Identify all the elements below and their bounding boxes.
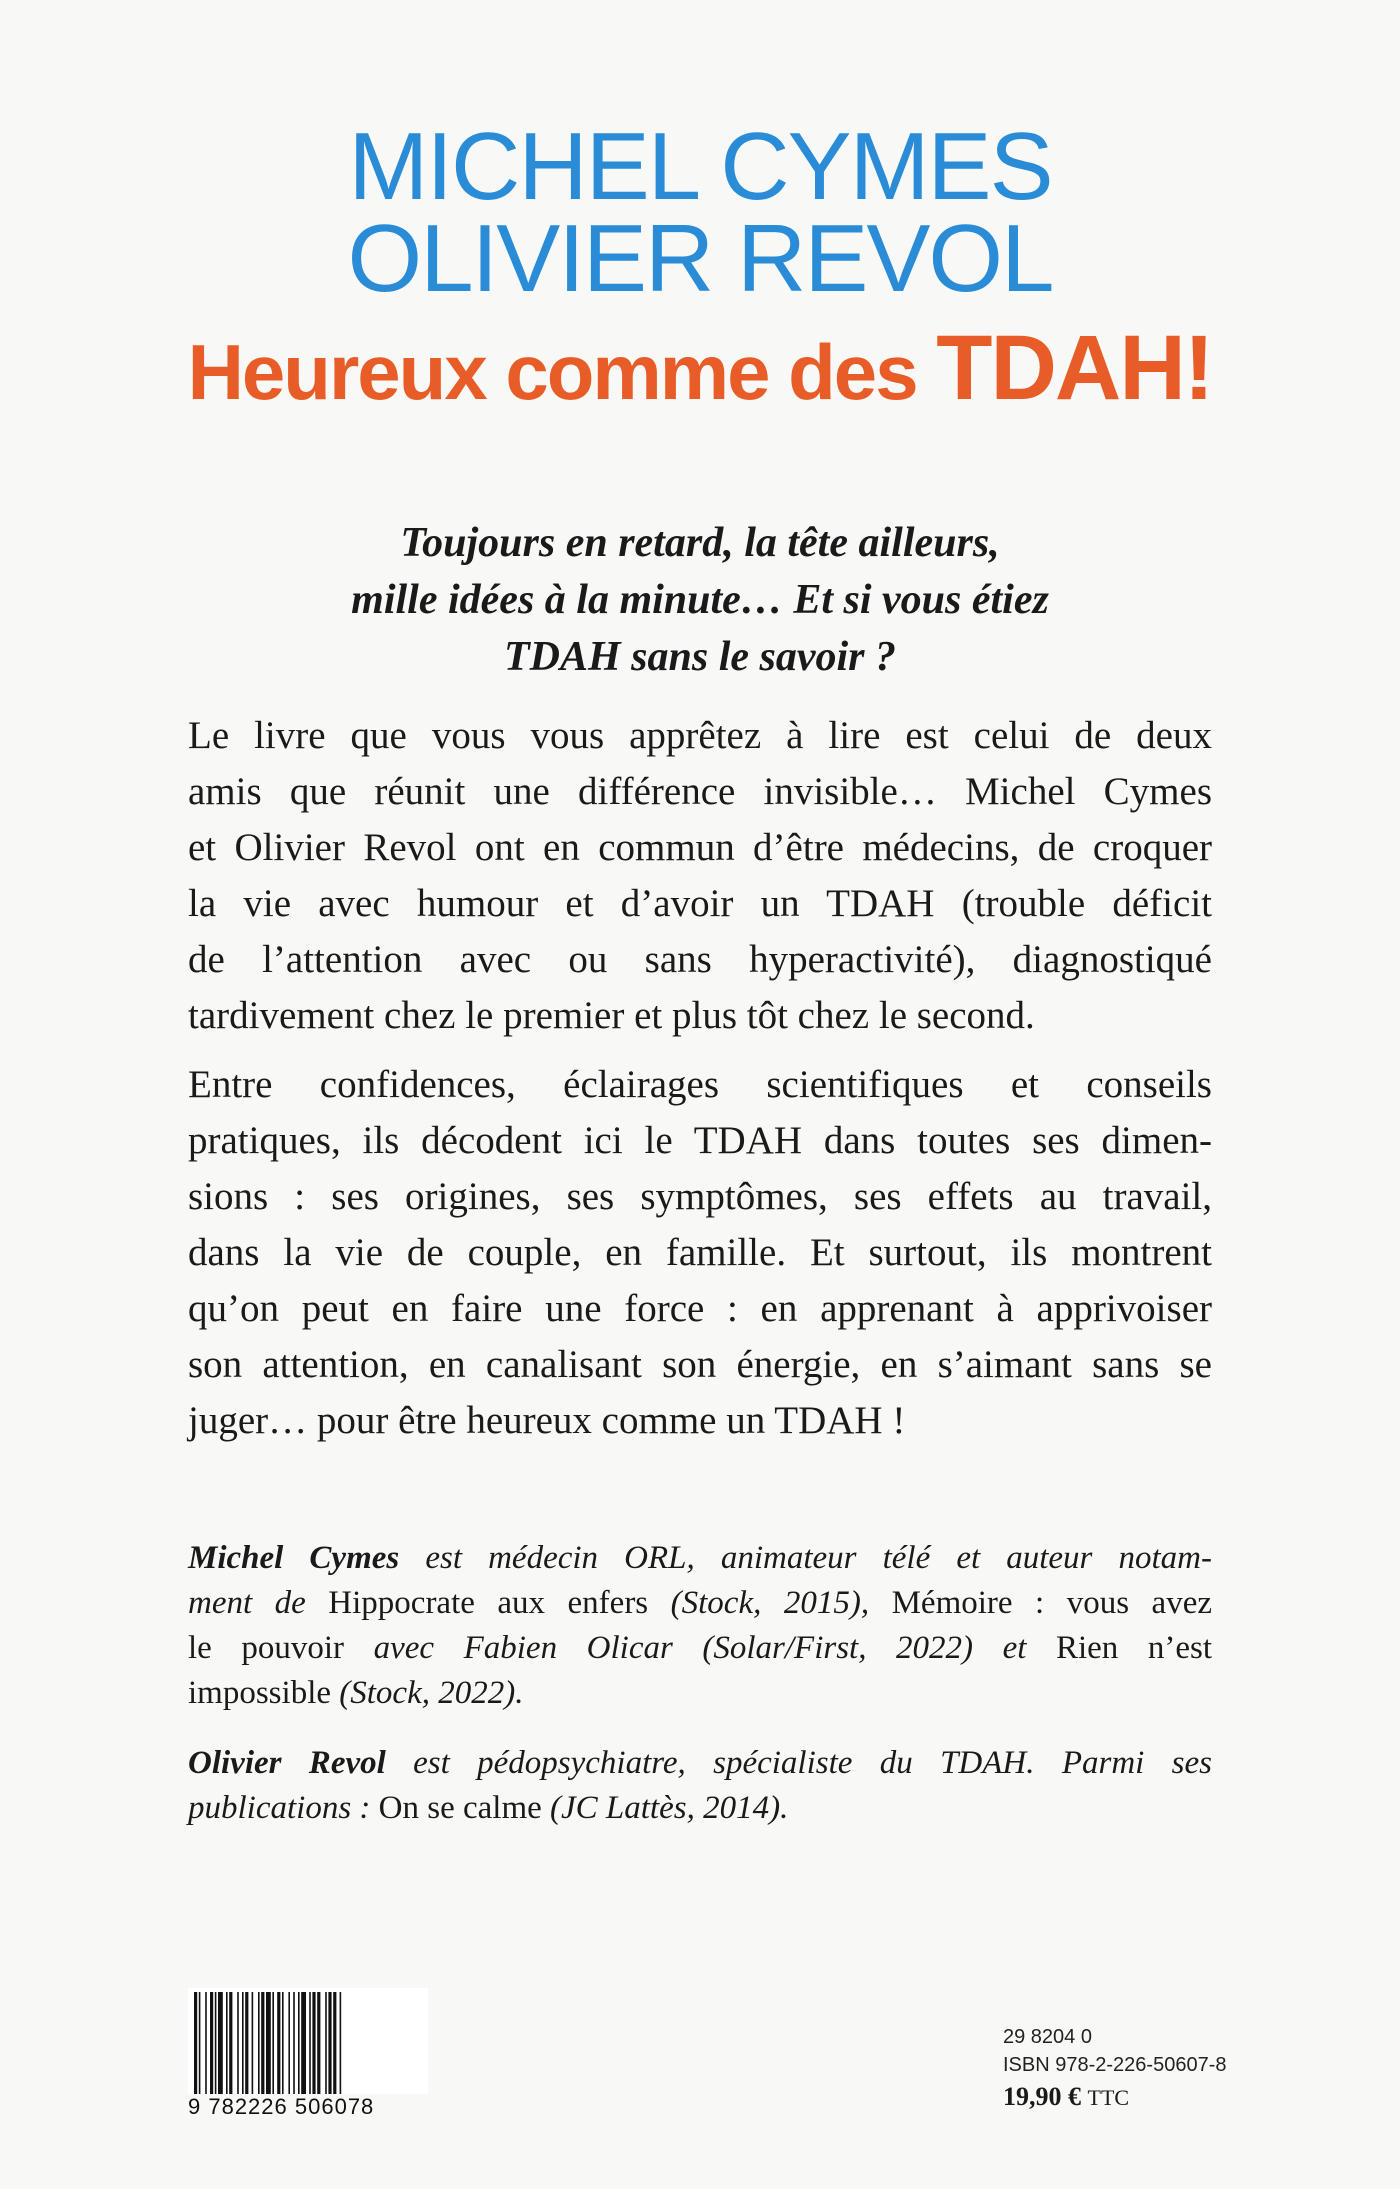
bio-text: avec Fabien Olicar (Solar/First, 2022) et bbox=[373, 1630, 1056, 1666]
book-reference: le pouvoir bbox=[188, 1630, 374, 1666]
bio-text: est pédopsychiatre, spécialiste du TDAH. Parmi ses bbox=[385, 1745, 1212, 1781]
book-reference: Hippocrate aux enfers bbox=[328, 1585, 649, 1621]
blurb-paragraph-2 bbox=[188, 1057, 1212, 1449]
blurb-line: et Olivier Revol ont en commun d’être médecins, de croquer bbox=[188, 826, 1212, 869]
bio-text: (Stock, 2022). bbox=[339, 1675, 524, 1711]
author-bio-revol bbox=[188, 1741, 1212, 1831]
author-bio-cymes bbox=[188, 1536, 1212, 1716]
isbn: ISBN 978-2-226-50607-8 bbox=[1003, 2054, 1227, 2076]
bio-line bbox=[188, 1536, 1212, 1581]
book-title-part2: TDAH! bbox=[936, 317, 1213, 419]
bio-text: (Stock, 2015), bbox=[648, 1585, 892, 1621]
blurb-line: juger… pour être heureux comme un TDAH ! bbox=[188, 1399, 906, 1442]
blurb-line: tardivement chez le premier et plus tôt chez le second. bbox=[188, 994, 1035, 1037]
bio-author-name: Olivier Revol bbox=[188, 1745, 386, 1781]
product-code: 29 8204 0 bbox=[1003, 2026, 1092, 2048]
book-reference: Rien n’est bbox=[1055, 1630, 1212, 1666]
author-name-2: OLIVIER REVOL bbox=[347, 205, 1053, 312]
bio-line bbox=[188, 1626, 1212, 1671]
price-value: 19,90 € bbox=[1003, 2082, 1088, 2111]
blurb-line: Le livre que vous vous apprêtez à lire est celui de deux bbox=[188, 714, 1212, 757]
blurb-line: la vie avec humour et d’avoir un TDAH (trouble déficit bbox=[188, 882, 1212, 925]
blurb-paragraph-1 bbox=[188, 708, 1212, 1044]
blurb-line: amis que réunit une différence invisible… Michel Cymes bbox=[188, 770, 1212, 813]
blurb-line: son attention, en canalisant son énergie, en s’aimant sans se bbox=[188, 1343, 1212, 1386]
bio-text: (JC Lattès, 2014). bbox=[541, 1790, 789, 1826]
book-title bbox=[0, 318, 1400, 422]
bio-line bbox=[188, 1741, 1212, 1786]
blurb-line: de l’attention avec ou sans hyperactivité), diagnostiqué bbox=[188, 938, 1212, 981]
book-reference: On se calme bbox=[378, 1790, 542, 1826]
bio-author-name: Michel Cymes bbox=[188, 1540, 400, 1576]
bio-text: est médecin ORL, animateur télé et auteur notam- bbox=[399, 1540, 1212, 1576]
tagline-line: TDAH sans le savoir ? bbox=[503, 634, 897, 680]
price bbox=[1003, 2082, 1129, 2112]
blurb-line: sions : ses origines, ses symptômes, ses effets au travail, bbox=[188, 1175, 1212, 1218]
bio-line bbox=[188, 1671, 1212, 1716]
bio-text: publications : bbox=[188, 1790, 379, 1826]
book-reference: impossible bbox=[188, 1675, 340, 1711]
book-title-part1: Heureux comme des bbox=[187, 328, 937, 416]
tagline-line: mille idées à la minute… Et si vous étiez bbox=[351, 577, 1049, 623]
tagline-line: Toujours en retard, la tête ailleurs, bbox=[400, 520, 1000, 566]
bio-line bbox=[188, 1581, 1212, 1626]
bio-text: ment de bbox=[188, 1585, 329, 1621]
barcode-number: 9 782226 506078 bbox=[188, 2094, 428, 2120]
blurb-line: pratiques, ils décodent ici le TDAH dans toutes ses dimen- bbox=[188, 1119, 1212, 1162]
blurb-line: dans la vie de couple, en famille. Et surtout, ils montrent bbox=[188, 1231, 1212, 1274]
book-reference: Mémoire : vous avez bbox=[891, 1585, 1212, 1621]
author-name-1: MICHEL CYMES bbox=[348, 113, 1052, 220]
bio-line bbox=[188, 1786, 1212, 1831]
blurb-line: Entre confidences, éclairages scientifiques et conseils bbox=[188, 1063, 1212, 1106]
blurb-line: qu’on peut en faire une force : en apprenant à apprivoiser bbox=[188, 1287, 1212, 1330]
tagline bbox=[0, 515, 1400, 686]
price-ttc: TTC bbox=[1087, 2085, 1130, 2110]
